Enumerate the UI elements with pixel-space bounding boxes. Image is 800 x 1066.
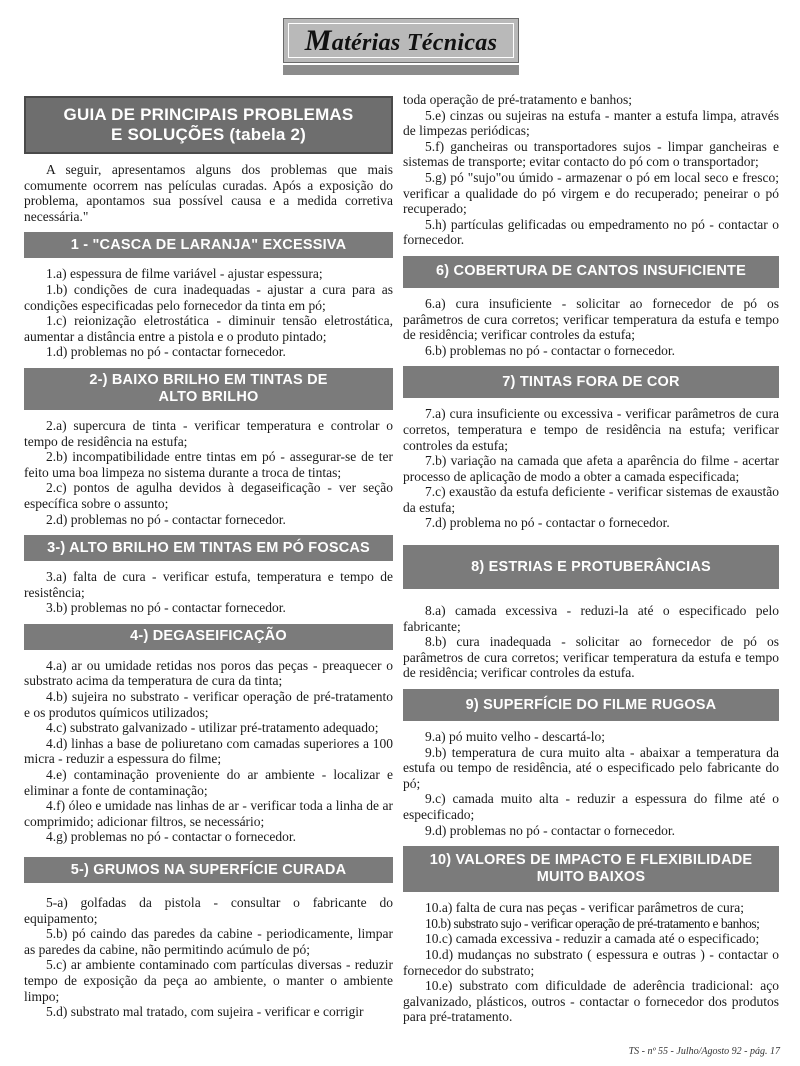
item-7b: 7.b) variação na camada que afeta a aparência do filme - acertar processo de aplicação de modo a obter a camada especificada;	[403, 453, 779, 484]
item-10a: 10.a) falta de cura nas peças - verificar parâmetros de cura;	[425, 900, 744, 916]
section-4-title: 4-) DEGASEIFICAÇÃO	[130, 628, 287, 645]
section-1-banner	[24, 232, 393, 258]
section-9-banner	[403, 689, 779, 721]
section-7-title: 7) TINTAS FORA DE COR	[502, 373, 680, 390]
item-5d: 5.d) substrato mal tratado, com sujeira - verificar e corrigir	[46, 1004, 364, 1020]
item-5g: 5.g) pó "sujo"ou úmido - armazenar o pó em local seco e fresco; verificar a qualidade do pó virgem e do recuperado; peneirar o pó recuperado;	[403, 169, 779, 217]
header-stripe	[283, 65, 519, 75]
section-2-title-line1: 2-) BAIXO BRILHO EM TINTAS DE	[89, 371, 328, 388]
item-1c: 1.c) reionização eletrostática - diminuir tensão eletrostática, aumentar a distância entre a pistola e o produto pintado;	[24, 313, 393, 344]
item-6b: 6.b) problemas no pó - contactar o fornecedor.	[425, 342, 676, 358]
section-7-banner	[403, 366, 779, 398]
section-2-banner	[24, 368, 393, 410]
item-4g: 4.g) problemas no pó - contactar o fornecedor.	[46, 829, 297, 845]
item-9b: 9.b) temperatura de cura muito alta - abaixar a temperatura da estufa ou tempo de residência, até o especificado pelo fabricante do pó;	[403, 744, 779, 791]
item-4a: 4.a) ar ou umidade retidas nos poros das peças - preaquecer o substrato acima da temperatura de cura da tinta;	[24, 657, 393, 689]
item-5e: 5.e) cinzas ou sujeiras na estufa - manter a estufa limpa, através de limpezas periódicas;	[403, 107, 779, 139]
header-box	[283, 18, 519, 63]
item-7d: 7.d) problema no pó - contactar o fornecedor.	[425, 515, 670, 531]
section-8-title: 8) ESTRIAS E PROTUBERÂNCIAS	[471, 558, 711, 575]
item-1b: 1.b) condições de cura inadequadas - ajustar a cura para as condições especificadas pelo fornecedor da tinta em pó;	[24, 281, 393, 313]
item-4b: 4.b) sujeira no substrato - verificar operação de pré-tratamento e os produtos químicos utilizados;	[24, 689, 393, 720]
section-title-initial: M	[304, 23, 332, 57]
item-2d: 2.d) problemas no pó - contactar fornecedor.	[46, 511, 286, 527]
item-5b: 5.b) pó caindo das paredes da cabine - periodicamente, limpar as paredes da cabine, não permitindo acúmulo de pó;	[24, 926, 393, 957]
item-5f: 5.f) gancheiras ou transportadores sujos - limpar gancheiras e sistemas de transporte; evitar contacto do pó com o transportador;	[403, 138, 779, 170]
item-4d: 4.d) linhas a base de poliuretano com camadas superiores a 100 micra - reduzir a espessura do filme;	[24, 735, 393, 767]
section-8-banner	[403, 545, 779, 589]
section-3-banner	[24, 535, 393, 561]
item-8b: 8.b) cura inadequada - solicitar ao fornecedor de pó os parâmetros de cura corretos; verificar temperatura da estufa e tempo de residência; verificar controles da estufa.	[403, 634, 779, 681]
item-4f: 4.f) óleo e umidade nas linhas de ar - verificar toda a linha de ar comprimido; adicionar filtros, se necessário;	[24, 798, 393, 829]
item-7a: 7.a) cura insuficiente ou excessiva - verificar parâmetros de cura corretos, temperatura e tempo de residência na estufa; verificar controles da estufa;	[403, 406, 779, 453]
item-2a: 2.a) supercura de tinta - verificar temperatura e controlar o tempo de residência na estufa;	[24, 417, 393, 449]
item-10c: 10.c) camada excessiva - reduzir a camada até o especificado;	[425, 931, 760, 947]
item-1d: 1.d) problemas no pó - contactar fornecedor.	[46, 344, 286, 360]
item-1a: 1.a) espessura de filme variável - ajustar espessura;	[46, 266, 323, 282]
section-title	[305, 24, 497, 58]
item-9d: 9.d) problemas no pó - contactar o fornecedor.	[425, 822, 676, 838]
item-10e: 10.e) substrato com dificuldade de aderência tradicional: aço galvanizado, plásticos, outros - contactar o fornecedor dos produtos para pré-tratamento.	[403, 978, 779, 1025]
section-10-banner	[403, 846, 779, 892]
section-6-banner	[403, 256, 779, 288]
item-5c: 5.c) ar ambiente contaminado com partículas diversas - reduzir tempo de exposição da peça ao ambiente, o manter o ambiente limpo;	[24, 957, 393, 1004]
item-2b: 2.b) incompatibilidade entre tintas em pó - assegurar-se de ter feito uma boa limpeza no sistema durante a troca de tintas;	[24, 449, 393, 480]
item-10b: 10.b) substrato sujo - verificar operação de pré-tratamento e banhos;	[425, 915, 760, 931]
intro-paragraph: A seguir, apresentamos alguns dos problemas que mais comumente ocorrem nas películas curadas. Após a exposição do problema, apontamos sua possível causa e a medida corretiva necessária."	[24, 162, 393, 224]
page-footer: TS - nº 55 - Julho/Agosto 92 - pág. 17	[628, 1046, 780, 1057]
item-10d: 10.d) mudanças no substrato ( espessura e outras ) - contactar o fornecedor do substrato;	[403, 946, 779, 978]
section-4-banner	[24, 624, 393, 650]
guide-title-banner	[24, 96, 393, 154]
section-9-title: 9) SUPERFÍCIE DO FILME RUGOSA	[465, 696, 717, 713]
section-5-banner	[24, 857, 393, 883]
item-9c: 9.c) camada muito alta - reduzir a espessura do filme até o especificado;	[403, 791, 779, 822]
section-1-title: 1 - "CASCA DE LARANJA" EXCESSIVA	[70, 236, 347, 253]
item-9a: 9.a) pó muito velho - descartá-lo;	[425, 729, 605, 745]
item-5h: 5.h) partículas gelificadas ou empedramento no pó - contactar o fornecedor.	[403, 216, 779, 248]
item-5a: 5-a) golfadas da pistola - consultar o fabricante do equipamento;	[24, 895, 393, 926]
item-5d-continued: toda operação de pré-tratamento e banhos;	[403, 92, 633, 107]
item-3a: 3.a) falta de cura - verificar estufa, temperatura e tempo de resistência;	[24, 569, 393, 600]
left-column	[24, 92, 393, 1020]
item-8a: 8.a) camada excessiva - reduzi-la até o especificado pelo fabricante;	[403, 603, 779, 634]
section-title-rest: atérias Técnicas	[331, 29, 498, 56]
guide-title-line1: GUIA DE PRINCIPAIS PROBLEMAS	[63, 105, 354, 124]
right-column	[403, 92, 779, 1025]
section-5-title: 5-) GRUMOS NA SUPERFÍCIE CURADA	[70, 861, 347, 878]
item-3b: 3.b) problemas no pó - contactar fornecedor.	[46, 600, 286, 616]
item-4c: 4.c) substrato galvanizado - utilizar pré-tratamento adequado;	[46, 720, 379, 736]
item-7c: 7.c) exaustão da estufa deficiente - verificar sistemas de exaustão da estufa;	[403, 484, 779, 515]
item-4e: 4.e) contaminação proveniente do ar ambiente - localizar e eliminar a fonte de contaminação;	[24, 767, 393, 798]
header-inner	[288, 23, 514, 58]
section-2-title-line2: ALTO BRILHO	[158, 388, 259, 405]
section-10-title-line1: 10) VALORES DE IMPACTO E FLEXIBILIDADE	[429, 852, 753, 869]
section-10-title-line2: MUITO BAIXOS	[536, 869, 646, 886]
section-3-title: 3-) ALTO BRILHO EM TINTAS EM PÓ FOSCAS	[47, 539, 370, 556]
section-6-title: 6) COBERTURA DE CANTOS INSUFICIENTE	[436, 263, 746, 280]
item-6a: 6.a) cura insuficiente - solicitar ao fornecedor de pó os parâmetros de cura corretos; verificar temperatura da estufa e tempo de residência; verificar controles da estufa;	[403, 295, 779, 343]
guide-title-line2: E SOLUÇÕES (tabela 2)	[110, 125, 307, 144]
item-2c: 2.c) pontos de agulha devidos à degaseificação - ver seção específica sobre o assunto;	[24, 480, 393, 511]
